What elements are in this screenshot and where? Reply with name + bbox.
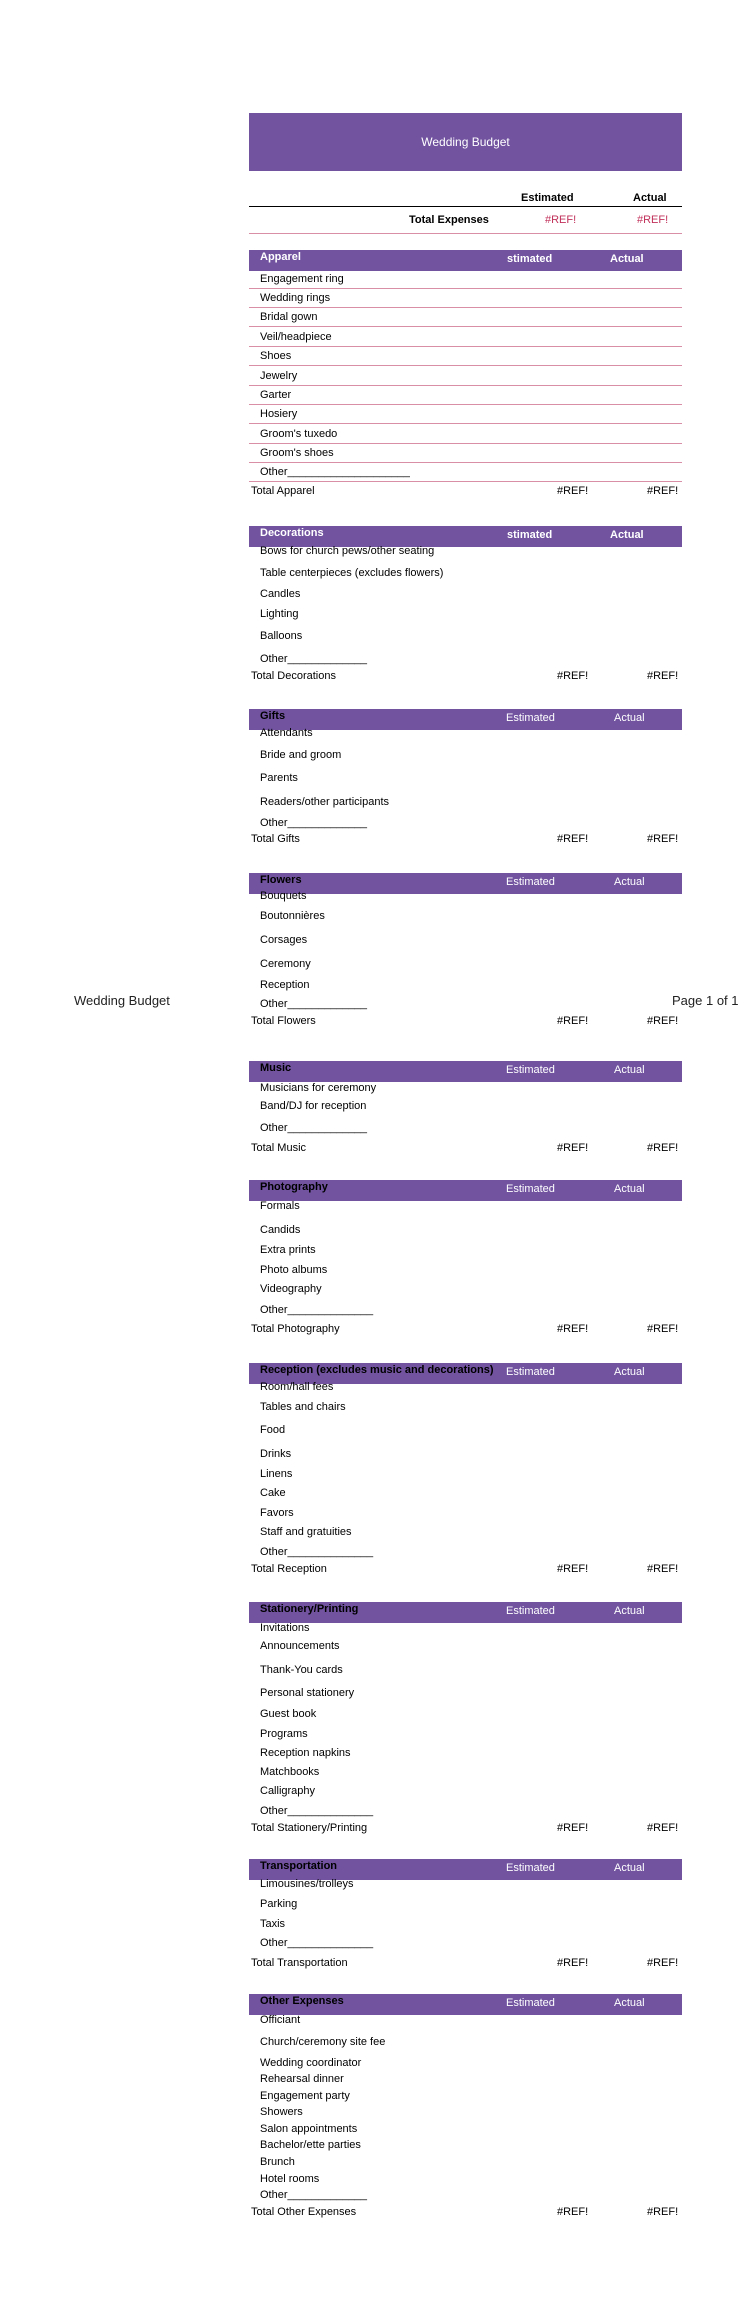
section-actual-header: Actual [614,1366,645,1378]
line-item: Boutonnières [260,910,325,922]
line-item: Attendants [260,727,313,739]
line-item: Tables and chairs [260,1401,346,1413]
line-item: Other______________ [260,1805,374,1817]
line-item-divider [249,307,682,308]
line-item: Lighting [260,608,299,620]
line-item: Personal stationery [260,1687,355,1699]
section-total-actual: #REF! [647,1015,679,1027]
section-total-estimated: #REF! [557,485,589,497]
section-actual-header: Actual [614,712,645,724]
section-total-label: Total Reception [251,1563,327,1575]
section-actual-header: Actual [610,253,644,265]
line-item: Jewelry [260,370,298,382]
line-item: Bachelor/ette parties [260,2139,361,2151]
line-item: Other_____________ [260,2189,368,2201]
line-item: Bridal gown [260,311,318,323]
section-total-estimated: #REF! [557,1957,589,1969]
line-item: Bride and groom [260,749,342,761]
line-item-divider [249,365,682,366]
line-item: Matchbooks [260,1766,320,1778]
line-item: Bows for church pews/other seating [260,545,435,557]
section-total-actual: #REF! [647,670,679,682]
section-total-actual: #REF! [647,1563,679,1575]
section-estimated-header: stimated [507,529,553,541]
section-title: Gifts [260,710,286,722]
line-item: Other______________ [260,1546,374,1558]
line-item: Readers/other participants [260,796,390,808]
section-title: Reception (excludes music and decorations) [260,1364,494,1376]
section-total-estimated: #REF! [557,670,589,682]
line-item: Rehearsal dinner [260,2073,344,2085]
section-total-label: Total Other Expenses [251,2206,357,2218]
line-item: Favors [260,1507,294,1519]
section-header-bar [249,1180,682,1201]
section-total-actual: #REF! [647,1957,679,1969]
section-actual-header: Actual [610,529,644,541]
section-total-label: Total Gifts [251,833,300,845]
section-total-label: Total Decorations [251,670,336,682]
line-item: Veil/headpiece [260,331,332,343]
line-item: Band/DJ for reception [260,1100,367,1112]
line-item: Church/ceremony site fee [260,2036,386,2048]
line-item: Reception napkins [260,1747,351,1759]
section-total-label: Total Music [251,1142,307,1154]
line-item: Other______________ [260,1304,374,1316]
line-item: Formals [260,1200,300,1212]
section-total-estimated: #REF! [557,1323,589,1335]
section-total-label: Total Flowers [251,1015,316,1027]
section-estimated-header: Estimated [506,1997,555,2009]
section-total-label: Total Transportation [251,1957,348,1969]
line-item-divider [249,288,682,289]
header-divider [249,206,682,207]
line-item: Other______________ [260,1937,374,1949]
section-title: Flowers [260,874,302,886]
section-actual-header: Actual [614,876,645,888]
line-item-divider [249,443,682,444]
line-item-divider [249,346,682,347]
line-item: Staff and gratuities [260,1526,352,1538]
section-estimated-header: stimated [507,253,553,265]
line-item: Other_____________ [260,1122,368,1134]
line-item: Guest book [260,1708,317,1720]
line-item: Candids [260,1224,301,1236]
page-number: Page 1 of 1 [672,993,739,1008]
line-item: Taxis [260,1918,286,1930]
line-item: Other_____________ [260,817,368,829]
section-header-bar [249,1061,682,1082]
actual-header: Actual [633,192,667,204]
section-estimated-header: Estimated [506,1064,555,1076]
line-item: Engagement ring [260,273,344,285]
line-item: Showers [260,2106,303,2118]
section-title: Other Expenses [260,1995,344,2007]
side-label-left: Wedding Budget [74,993,170,1008]
line-item: Thank-You cards [260,1664,343,1676]
line-item: Hotel rooms [260,2173,320,2185]
line-item: Parking [260,1898,298,1910]
section-estimated-header: Estimated [506,1183,555,1195]
section-total-label: Total Apparel [251,485,315,497]
section-estimated-header: Estimated [506,1366,555,1378]
line-item: Cake [260,1487,286,1499]
section-total-estimated: #REF! [557,1015,589,1027]
section-total-actual: #REF! [647,1142,679,1154]
estimated-header: Estimated [521,192,574,204]
section-estimated-header: Estimated [506,1862,555,1874]
line-item: Other____________________ [260,466,410,478]
section-total-estimated: #REF! [557,1142,589,1154]
line-item-divider [249,385,682,386]
section-actual-header: Actual [614,1183,645,1195]
section-title: Stationery/Printing [260,1603,359,1615]
total-expenses-actual: #REF! [637,214,669,226]
line-item: Brunch [260,2156,295,2168]
total-expenses-divider [249,233,682,234]
line-item: Other_____________ [260,998,368,1010]
line-item-divider [249,462,682,463]
section-title: Apparel [260,251,301,263]
line-item: Groom's tuxedo [260,428,338,440]
line-item: Corsages [260,934,308,946]
line-item: Food [260,1424,286,1436]
line-item: Reception [260,979,310,991]
section-estimated-header: Estimated [506,1605,555,1617]
line-item: Invitations [260,1622,310,1634]
section-actual-header: Actual [614,1997,645,2009]
section-total-estimated: #REF! [557,2206,589,2218]
line-item: Hosiery [260,408,298,420]
section-header-bar [249,709,682,730]
section-header-bar [249,250,682,271]
line-item: Extra prints [260,1244,316,1256]
section-header-bar [249,526,682,547]
line-item-divider [249,481,682,482]
section-total-actual: #REF! [647,833,679,845]
total-expenses-label: Total Expenses [409,214,489,226]
section-estimated-header: Estimated [506,876,555,888]
section-total-estimated: #REF! [557,1822,589,1834]
section-actual-header: Actual [614,1862,645,1874]
line-item: Musicians for ceremony [260,1082,377,1094]
section-total-actual: #REF! [647,2206,679,2218]
line-item: Linens [260,1468,293,1480]
line-item-divider [249,423,682,424]
line-item: Engagement party [260,2090,350,2102]
banner-title: Wedding Budget [249,113,682,171]
line-item: Photo albums [260,1264,328,1276]
line-item: Bouquets [260,890,307,902]
section-title: Decorations [260,527,324,539]
section-header-bar [249,1859,682,1880]
section-total-actual: #REF! [647,1323,679,1335]
section-total-estimated: #REF! [557,833,589,845]
line-item: Wedding rings [260,292,331,304]
line-item: Salon appointments [260,2123,358,2135]
line-item-divider [249,326,682,327]
section-estimated-header: Estimated [506,712,555,724]
line-item: Shoes [260,350,292,362]
total-expenses-estimated: #REF! [545,214,577,226]
line-item: Announcements [260,1640,340,1652]
line-item: Other_____________ [260,653,368,665]
section-title: Music [260,1062,292,1074]
line-item: Calligraphy [260,1785,316,1797]
line-item: Balloons [260,630,303,642]
line-item-divider [249,404,682,405]
section-title: Transportation [260,1860,338,1872]
section-header-bar [249,873,682,894]
line-item: Wedding coordinator [260,2057,362,2069]
line-item: Candles [260,588,301,600]
line-item: Table centerpieces (excludes flowers) [260,567,444,579]
section-total-actual: #REF! [647,485,679,497]
line-item: Officiant [260,2014,301,2026]
section-total-label: Total Photography [251,1323,340,1335]
line-item: Videography [260,1283,322,1295]
section-total-estimated: #REF! [557,1563,589,1575]
line-item: Ceremony [260,958,311,970]
line-item: Programs [260,1728,308,1740]
section-header-bar [249,1994,682,2015]
line-item: Drinks [260,1448,292,1460]
section-total-actual: #REF! [647,1822,679,1834]
section-total-label: Total Stationery/Printing [251,1822,368,1834]
section-header-bar [249,1602,682,1623]
line-item: Parents [260,772,298,784]
line-item: Groom's shoes [260,447,334,459]
line-item: Garter [260,389,292,401]
section-actual-header: Actual [614,1605,645,1617]
line-item: Limousines/trolleys [260,1878,354,1890]
section-actual-header: Actual [614,1064,645,1076]
section-title: Photography [260,1181,328,1193]
line-item: Room/hall fees [260,1381,334,1393]
